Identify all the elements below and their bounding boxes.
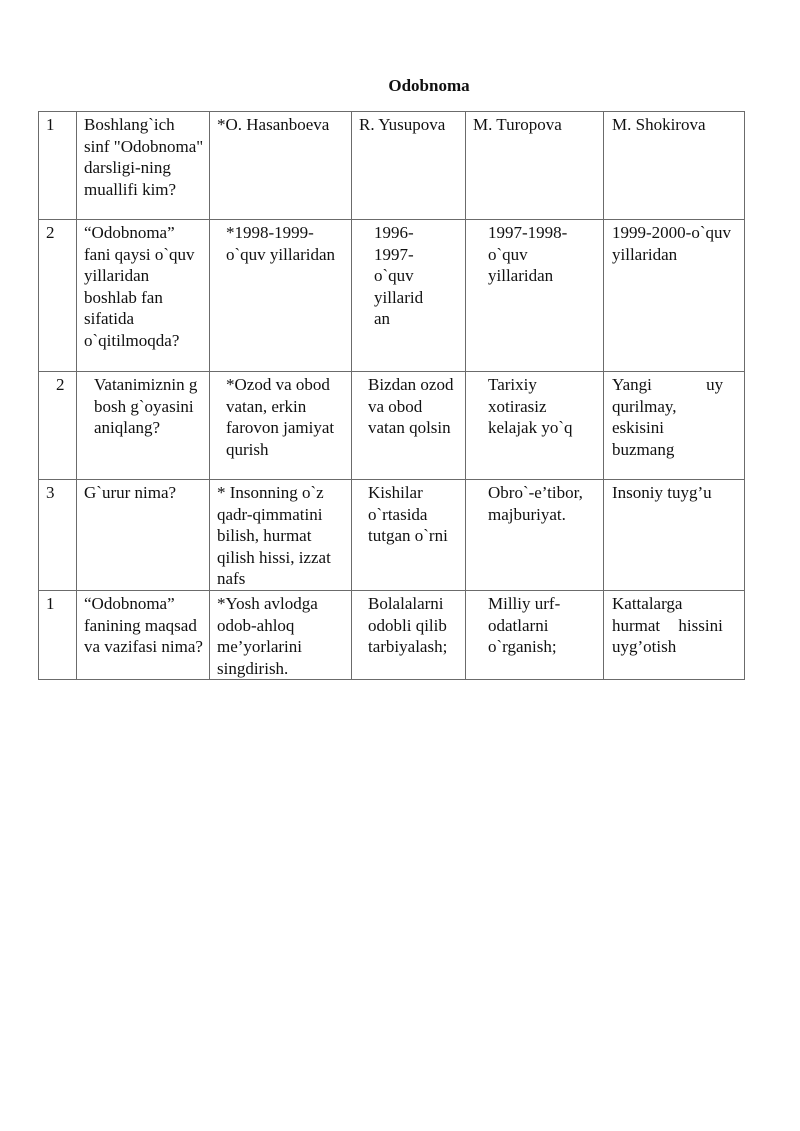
option-c-cell: Tarixiy xotirasiz kelajak yo`q	[466, 372, 604, 480]
question-cell: “Odobnoma” fani qaysi o`quv yillaridan boshlab fan sifatida o`qitilmoqda?	[77, 220, 210, 372]
table-row	[39, 590, 745, 679]
option-a-cell: *Ozod va obod vatan, erkin farovon jamiyat qurish	[210, 372, 352, 480]
row-number: 1	[39, 590, 77, 679]
option-c-cell: Obro`-e’tibor, majburiyat.	[466, 480, 604, 591]
option-a-cell: *Yosh avlodga odob-ahloq me’yorlarini singdirish.	[210, 590, 352, 679]
row-number: 2	[39, 372, 77, 480]
option-d-cell: M. Shokirova	[604, 112, 745, 220]
question-cell: Boshlang`ich sinf "Odobnoma" darsligi-ning muallifi kim?	[77, 112, 210, 220]
table-row	[39, 112, 745, 220]
option-b-cell: Kishilar o`rtasida tutgan o`rni	[352, 480, 466, 591]
option-d-cell: Yangi uy qurilmay, eskisini buzmang	[604, 372, 745, 480]
option-b-cell: R. Yusupova	[352, 112, 466, 220]
option-c-cell: 1997-1998-o`quv yillaridan	[466, 220, 604, 372]
option-d-cell: Insoniy tuyg’u	[604, 480, 745, 591]
option-d-cell: Kattalarga hurmat hissini uyg’otish	[604, 590, 745, 679]
document-title: Odobnoma	[388, 76, 470, 95]
option-a-cell: *O. Hasanboeva	[210, 112, 352, 220]
quiz-table	[38, 111, 745, 680]
option-c-cell: Milliy urf-odatlarni o`rganish;	[466, 590, 604, 679]
option-c-cell: M. Turopova	[466, 112, 604, 220]
question-cell: G`urur nima?	[77, 480, 210, 591]
option-b-cell: Bolalalarni odobli qilib tarbiyalash;	[352, 590, 466, 679]
question-cell: Vatanimiznin g bosh g`oyasini aniqlang?	[77, 372, 210, 480]
option-a-cell: * Insonning o`z qadr-qimmatini bilish, hurmat qilish hissi, izzat nafs	[210, 480, 352, 591]
option-b-cell: 1996-1997-o`quv yillaridan	[352, 220, 466, 372]
option-b-cell: Bizdan ozod va obod vatan qolsin	[352, 372, 466, 480]
row-number: 2	[39, 220, 77, 372]
option-d-cell: 1999-2000-o`quv yillaridan	[604, 220, 745, 372]
option-a-cell: *1998-1999-o`quv yillaridan	[210, 220, 352, 372]
row-number: 1	[39, 112, 77, 220]
question-cell: “Odobnoma” fanining maqsad va vazifasi nima?	[77, 590, 210, 679]
table-row	[39, 372, 745, 480]
row-number: 3	[39, 480, 77, 591]
table-row	[39, 220, 745, 372]
table-row	[39, 480, 745, 591]
